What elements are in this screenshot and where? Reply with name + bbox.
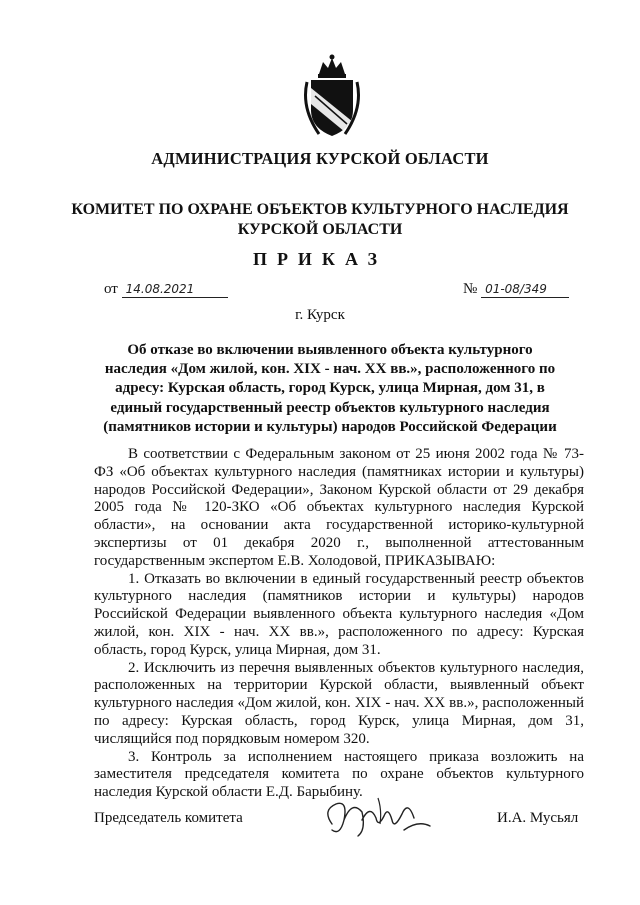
- order-body: [94, 446, 584, 802]
- handwritten-signature: [318, 790, 438, 846]
- order-number: [463, 281, 569, 298]
- kursk-coat-of-arms-icon: [299, 52, 365, 138]
- order-item-1: 1. Отказать во включении в единый государственный реестр объектов культурного наследия (памятников истории и культуры) народов Российской Федерации выявленного объекта культурного наследия «Дом жилой, кон. XIX - нач. XX вв.», расположенного по адресу: Курская область, город Курск, улица Мирная, дом 31.: [94, 570, 584, 658]
- signatory-position: Председатель комитета: [94, 810, 243, 826]
- number-prefix: №: [463, 281, 478, 297]
- committee-name: [0, 200, 640, 240]
- order-item-3: 3. Контроль за исполнением настоящего приказа возложить на заместителя председателя комитета по охране объектов культурного наследия Курской области Е.Д. Барыбину.: [94, 748, 584, 801]
- document-type: ПРИКАЗ: [252, 249, 388, 269]
- committee-line-1: КОМИТЕТ ПО ОХРАНЕ ОБЪЕКТОВ КУЛЬТУРНОГО НАСЛЕДИЯ: [71, 201, 569, 218]
- organization-name: АДМИНИСТРАЦИЯ КУРСКОЙ ОБЛАСТИ: [151, 149, 489, 168]
- order-date: [104, 281, 228, 298]
- number-value: 01-08/349: [481, 282, 569, 298]
- order-subject: Об отказе во включении выявленного объекта культурного наследия «Дом жилой, кон. XIX - нач. XX вв.», расположенного по адресу: Курская область, город Курск, улица Мирная, дом 31, в единый государственный реестр объектов культурного наследия (памятников истории и культуры) народов Российской Федерации: [103, 342, 557, 435]
- signatory-name: И.А. Мусьял: [497, 810, 579, 826]
- committee-line-2: КУРСКОЙ ОБЛАСТИ: [237, 221, 403, 238]
- preamble-paragraph: В соответствии с Федеральным законом от 25 июня 2002 года № 73-ФЗ «Об объектах культурного наследия (памятниках истории и культуры) народов Российской Федерации», Законом Курской области от 29 декабря 2005 года № 120-ЗКО «Об объектах культурного наследия Курской области», на основании акта государственной историко-культурной экспертизы от 01 декабря 2020 г., выполненной аттестованным государственным экспертом Е.В. Холодовой, ПРИКАЗЫВАЮ:: [94, 446, 584, 569]
- date-prefix: от: [104, 281, 118, 297]
- city: г. Курск: [295, 307, 345, 323]
- date-value: 14.08.2021: [122, 282, 228, 298]
- order-item-2: 2. Исключить из перечня выявленных объектов культурного наследия, расположенных на территории Курской области, выявленный объект культурного наследия «Дом жилой, кон. XIX - нач. XX вв.», расположенный по адресу: Курская область, город Курск, улица Мирная, дом 31, числящийся под порядковым номером 320.: [94, 659, 584, 747]
